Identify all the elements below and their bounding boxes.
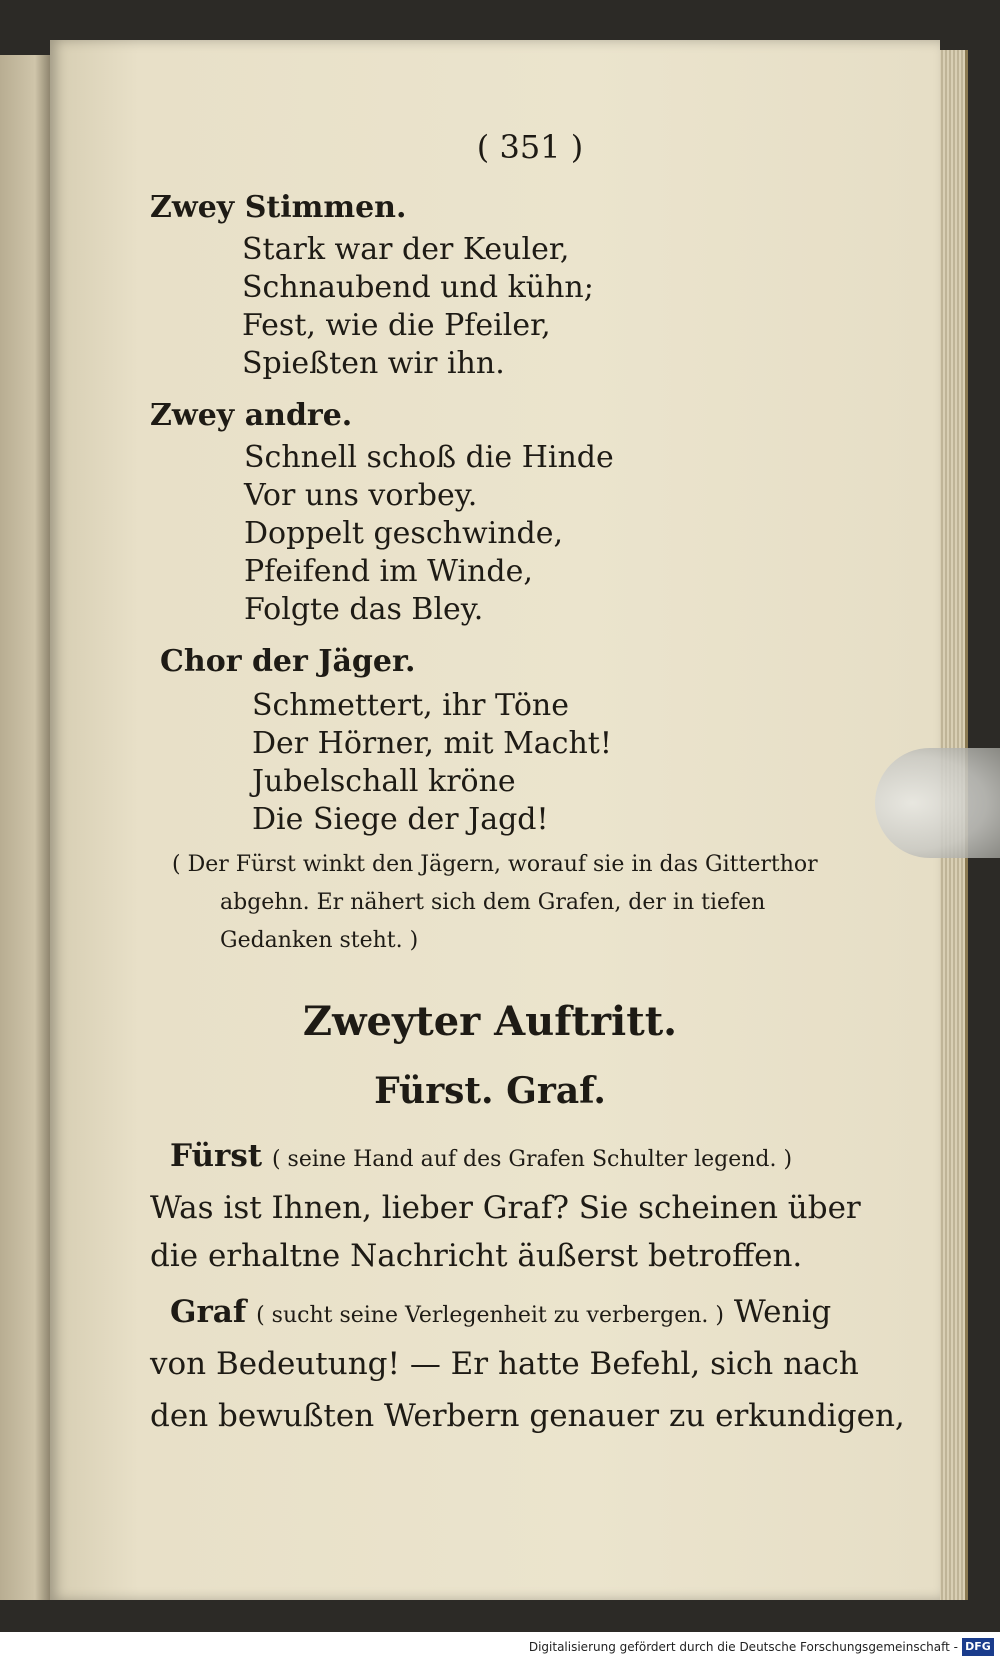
scene-characters: Fürst. Graf. — [374, 1070, 606, 1112]
stage-direction: Gedanken steht. ) — [220, 928, 419, 953]
dialogue-first-line — [170, 1138, 792, 1174]
dialogue-line: von Bedeutung! — Er hatte Befehl, sich nach — [150, 1346, 859, 1382]
dialogue-line: den bewußten Werbern genauer zu erkundigen, — [150, 1398, 905, 1434]
verse-line: Vor uns vorbey. — [244, 478, 478, 513]
stage-direction: ( sucht seine Verlegenheit zu verbergen. ) — [256, 1303, 724, 1328]
verse-line: Fest, wie die Pfeiler, — [242, 308, 551, 343]
verse-line: Die Siege der Jagd! — [252, 802, 549, 837]
speaker-name: Fürst — [170, 1138, 263, 1174]
speaker-name: Graf — [170, 1294, 247, 1330]
verse-line: Schmettert, ihr Töne — [252, 688, 569, 723]
book-page — [50, 40, 940, 1600]
speaker-label: Zwey andre. — [150, 398, 353, 433]
footer-bar — [0, 1632, 1000, 1664]
dialogue-word: Wenig — [733, 1294, 832, 1330]
verse-line: Stark war der Keuler, — [242, 232, 570, 267]
stage-direction: ( seine Hand auf des Grafen Schulter legend. ) — [271, 1147, 793, 1172]
verse-line: Spießten wir ihn. — [242, 346, 505, 381]
dfg-logo: DFG — [962, 1638, 994, 1656]
verse-line: Pfeifend im Winde, — [244, 554, 533, 589]
verse-line: Schnaubend und kühn; — [242, 270, 594, 305]
page-clip — [875, 748, 1000, 858]
scene-heading: Zweyter Auftritt. — [302, 998, 678, 1045]
verse-line: Schnell schoß die Hinde — [244, 440, 614, 475]
verse-line: Folgte das Bley. — [244, 592, 484, 627]
verse-line: Jubelschall kröne — [252, 764, 516, 799]
dialogue-line: die erhaltne Nachricht äußerst betroffen. — [150, 1238, 803, 1274]
speaker-label: Chor der Jäger. — [160, 644, 416, 679]
stage-direction: abgehn. Er nähert sich dem Grafen, der in tiefen — [220, 890, 766, 915]
page-number: ( 351 ) — [476, 128, 584, 166]
speaker-label: Zwey Stimmen. — [150, 190, 407, 225]
dialogue-line: Was ist Ihnen, lieber Graf? Sie scheinen über — [150, 1190, 861, 1226]
verse-line: Doppelt geschwinde, — [244, 516, 564, 551]
stage-direction: ( Der Fürst winkt den Jägern, worauf sie in das Gitterthor — [172, 852, 818, 877]
footer-credit: Digitalisierung gefördert durch die Deutsche Forschungsgemeinschaft - — [528, 1640, 958, 1654]
dialogue-first-line — [170, 1294, 831, 1330]
verse-line: Der Hörner, mit Macht! — [252, 726, 612, 761]
facing-page-edge — [0, 55, 50, 1600]
